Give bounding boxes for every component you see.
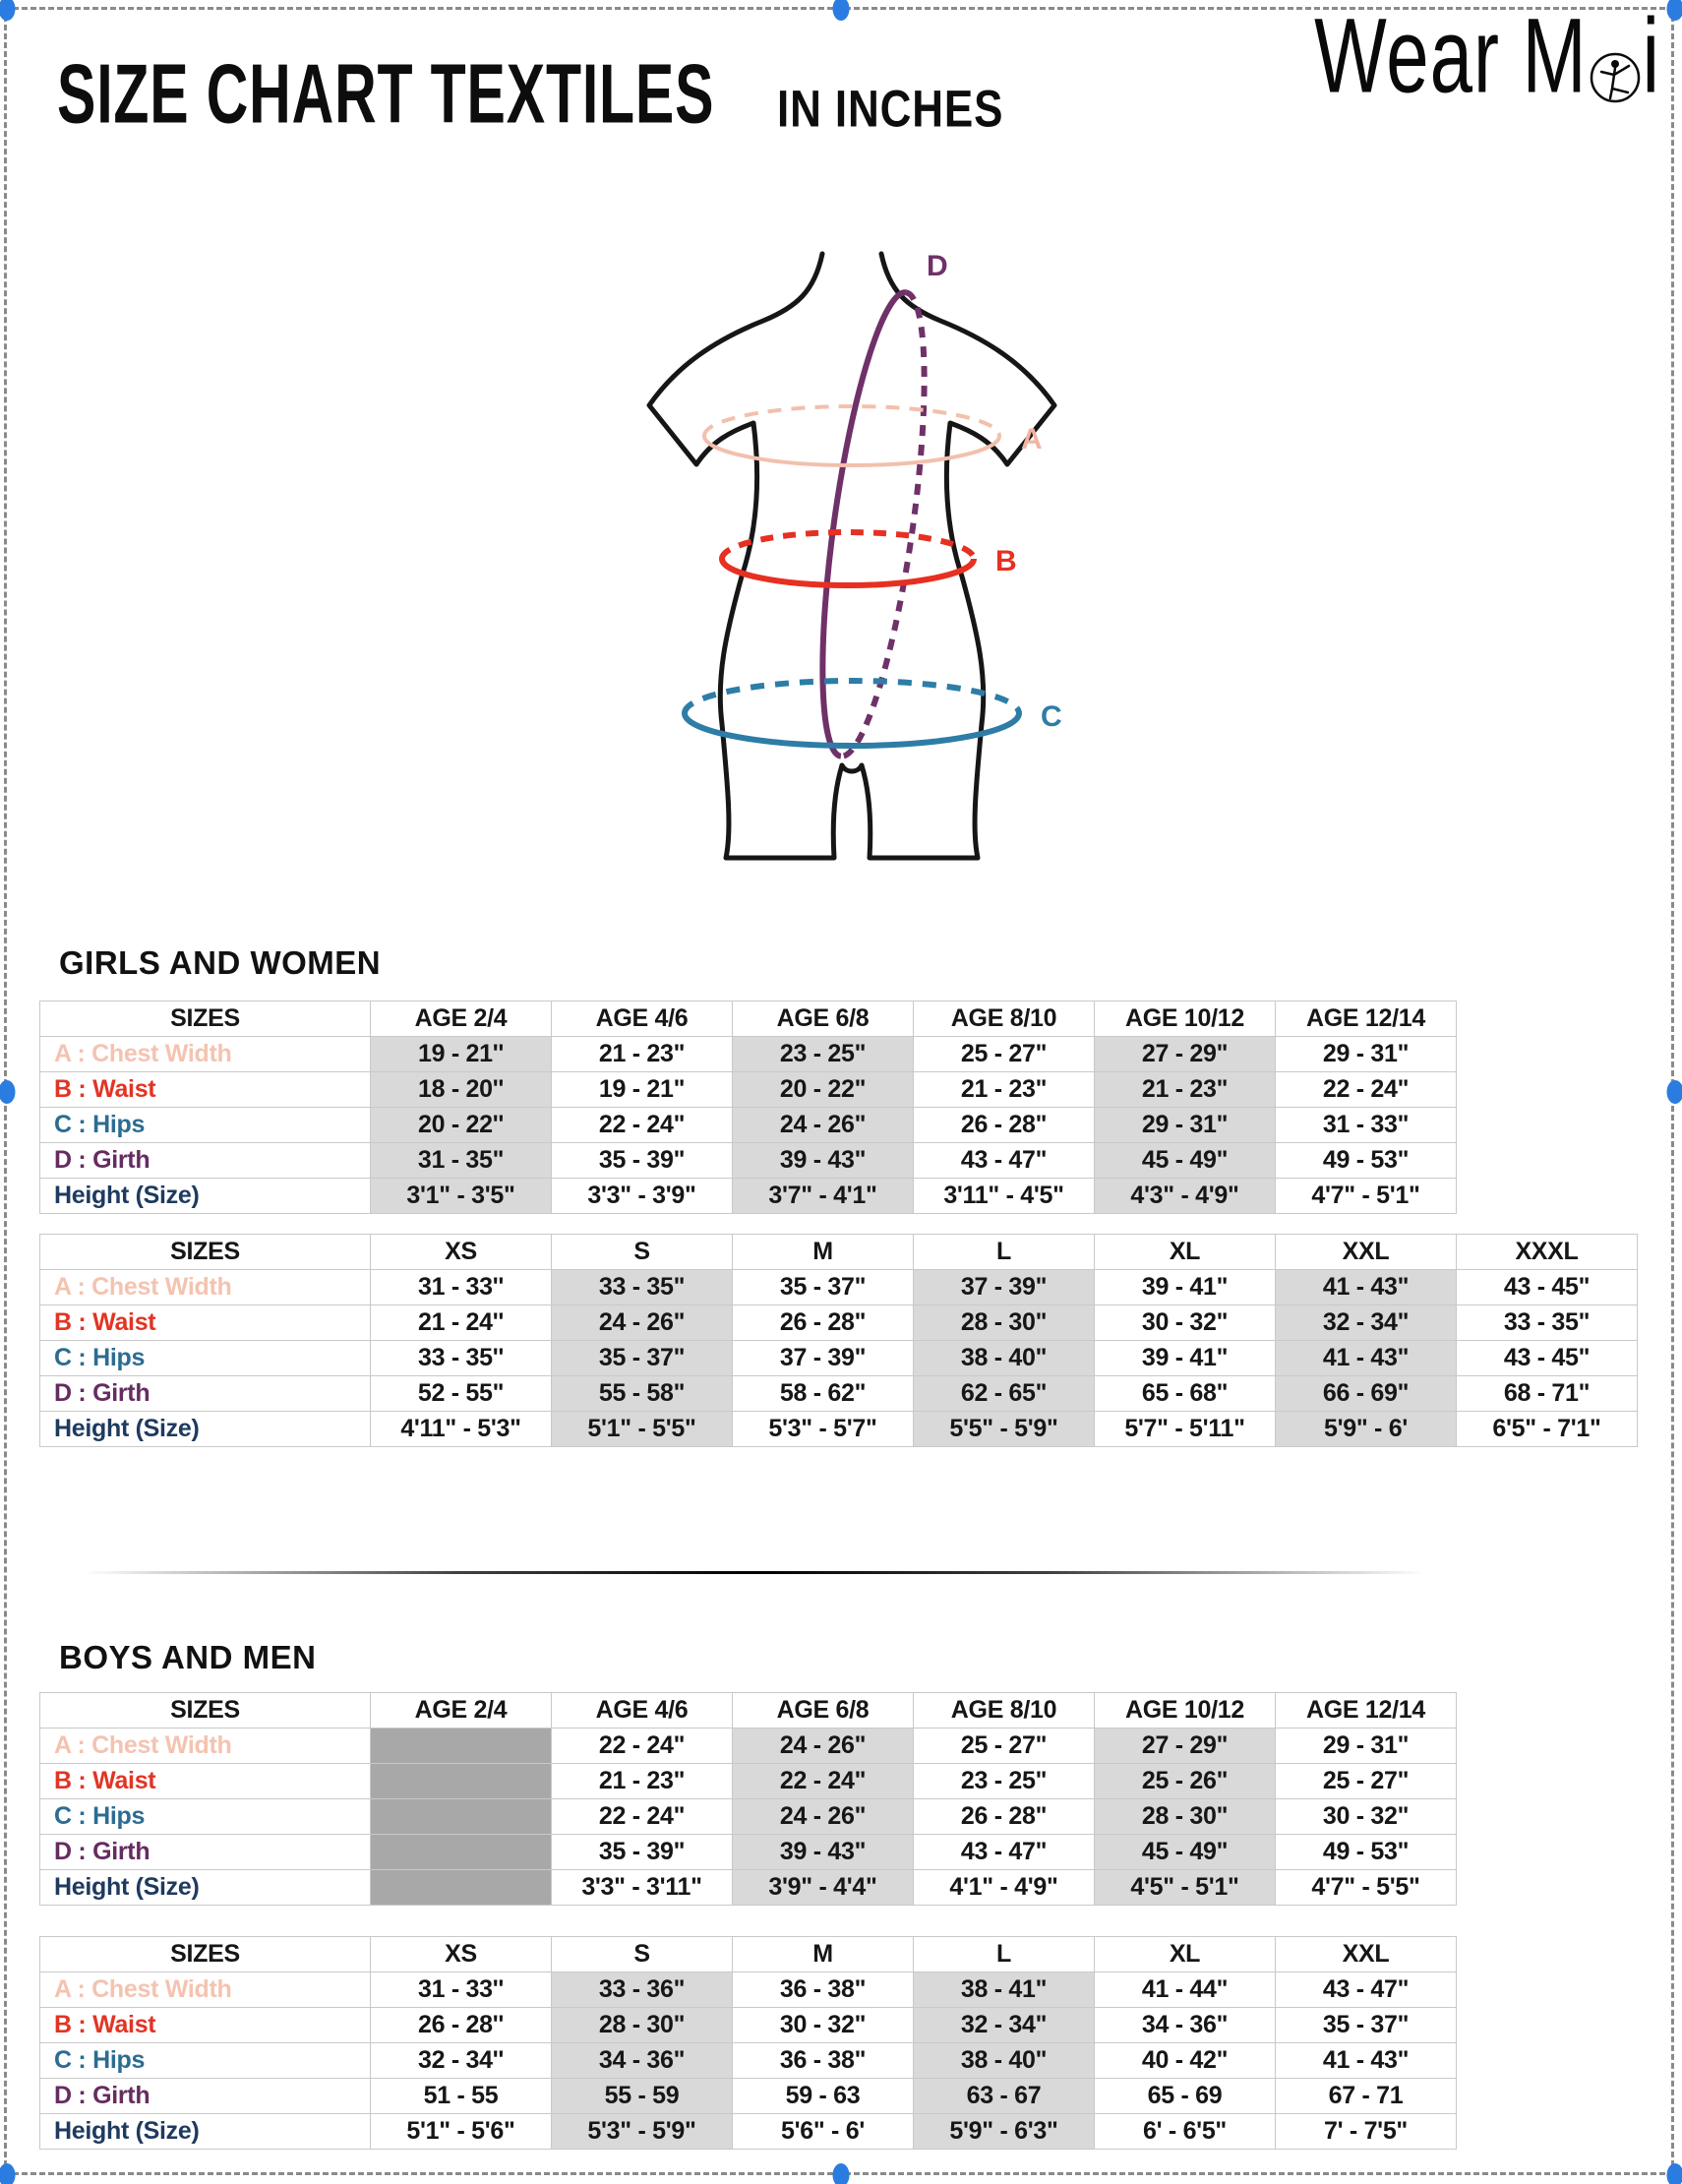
size-cell: 22 - 24" [552, 1729, 733, 1764]
table-row [40, 1972, 1457, 2008]
size-cell: 36 - 38" [733, 1972, 914, 2008]
row-label: C : Hips [40, 1799, 371, 1835]
row-label: D : Girth [40, 1835, 371, 1870]
column-header: M [733, 1937, 914, 1972]
column-header: XS [371, 1937, 552, 1972]
size-cell: 5'6" - 6' [733, 2114, 914, 2150]
size-cell: 4'7" - 5'1" [1276, 1179, 1457, 1214]
size-cell: 31 - 33'' [371, 1270, 552, 1305]
column-header: AGE 6/8 [733, 1693, 914, 1729]
size-cell: 5'3" - 5'9" [552, 2114, 733, 2150]
table-row [40, 1108, 1457, 1143]
size-cell: 35 - 37" [1276, 2008, 1457, 2043]
label-d: D [927, 250, 948, 282]
size-cell: 4'7" - 5'5" [1276, 1870, 1457, 1906]
size-cell: 36 - 38" [733, 2043, 914, 2079]
size-cell: 3'11" - 4'5" [914, 1179, 1095, 1214]
size-cell: 29 - 31" [1276, 1037, 1457, 1072]
size-cell: 39 - 41" [1095, 1341, 1276, 1376]
column-header: S [552, 1235, 733, 1270]
size-cell: 52 - 55" [371, 1376, 552, 1412]
size-cell: 43 - 47" [914, 1143, 1095, 1179]
size-cell: 26 - 28'' [371, 2008, 552, 2043]
size-cell: 35 - 39" [552, 1143, 733, 1179]
size-cell: 37 - 39" [733, 1341, 914, 1376]
body-measurement-diagram [590, 234, 1082, 883]
size-cell: 28 - 30" [1095, 1799, 1276, 1835]
size-cell: 55 - 58" [552, 1376, 733, 1412]
dancer-icon [1589, 28, 1642, 104]
logo-text-post: i [1642, 0, 1660, 115]
size-table [39, 1692, 1457, 1906]
selection-handle-bottom-left[interactable] [0, 2163, 16, 2184]
size-cell: 30 - 32" [1276, 1799, 1457, 1835]
selection-handle-mid-left[interactable] [0, 1080, 16, 1104]
size-cell: 30 - 32" [733, 2008, 914, 2043]
size-cell: 43 - 45" [1457, 1341, 1638, 1376]
column-header: AGE 12/14 [1276, 1001, 1457, 1037]
size-cell [371, 1764, 552, 1799]
size-cell: 45 - 49" [1095, 1143, 1276, 1179]
size-cell: 22 - 24" [1276, 1072, 1457, 1108]
column-header: XXL [1276, 1235, 1457, 1270]
brand-logo [1314, 0, 1660, 115]
size-cell: 4'5" - 5'1" [1095, 1870, 1276, 1906]
row-label: B : Waist [40, 1764, 371, 1799]
size-cell: 24 - 26" [733, 1799, 914, 1835]
selection-handle-top-right[interactable] [1667, 0, 1682, 21]
selection-handle-top-center[interactable] [833, 0, 850, 21]
waist-measure-line [722, 532, 974, 585]
size-cell: 33 - 35" [1457, 1305, 1638, 1341]
size-cell: 55 - 59 [552, 2079, 733, 2114]
table-row [40, 1037, 1457, 1072]
size-cell: 3'3" - 3'11" [552, 1870, 733, 1906]
size-cell: 30 - 32" [1095, 1305, 1276, 1341]
column-header: AGE 8/10 [914, 1001, 1095, 1037]
row-label: Height (Size) [40, 1870, 371, 1906]
column-header: XXXL [1457, 1235, 1638, 1270]
size-cell: 24 - 26" [733, 1108, 914, 1143]
size-cell: 40 - 42" [1095, 2043, 1276, 2079]
size-cell: 3'1" - 3'5" [371, 1179, 552, 1214]
column-header: AGE 2/4 [371, 1001, 552, 1037]
torso-outline [649, 254, 1054, 858]
size-cell: 25 - 27" [914, 1037, 1095, 1072]
column-header: SIZES [40, 1001, 371, 1037]
header-row [40, 1693, 1457, 1729]
table-row [40, 2008, 1457, 2043]
column-header: AGE 8/10 [914, 1693, 1095, 1729]
size-cell: 65 - 68" [1095, 1376, 1276, 1412]
size-cell: 7' - 7'5" [1276, 2114, 1457, 2150]
size-cell: 32 - 34" [1276, 1305, 1457, 1341]
header-row [40, 1937, 1457, 1972]
size-cell: 35 - 37" [733, 1270, 914, 1305]
table-row [40, 1764, 1457, 1799]
size-cell: 59 - 63 [733, 2079, 914, 2114]
size-table [39, 1234, 1638, 1447]
table-girls-ages [39, 1001, 1457, 1214]
size-cell: 22 - 24" [733, 1764, 914, 1799]
size-cell: 27 - 29" [1095, 1037, 1276, 1072]
row-label: C : Hips [40, 1341, 371, 1376]
size-cell: 43 - 47" [914, 1835, 1095, 1870]
selection-handle-bottom-right[interactable] [1667, 2163, 1682, 2184]
column-header: SIZES [40, 1937, 371, 1972]
label-b: B [995, 545, 1017, 577]
row-label: B : Waist [40, 1072, 371, 1108]
size-cell: 4'3" - 4'9" [1095, 1179, 1276, 1214]
girth-measure-line [802, 287, 944, 762]
table-row [40, 1179, 1457, 1214]
table-boys-ages [39, 1692, 1457, 1906]
column-header: AGE 2/4 [371, 1693, 552, 1729]
row-label: Height (Size) [40, 2114, 371, 2150]
row-label: C : Hips [40, 1108, 371, 1143]
row-label: C : Hips [40, 2043, 371, 2079]
size-cell: 43 - 45" [1457, 1270, 1638, 1305]
table-row [40, 1412, 1638, 1447]
size-cell: 41 - 43" [1276, 1341, 1457, 1376]
size-cell: 51 - 55 [371, 2079, 552, 2114]
row-label: B : Waist [40, 1305, 371, 1341]
size-cell [371, 1870, 552, 1906]
size-cell: 49 - 53" [1276, 1835, 1457, 1870]
size-cell: 5'1" - 5'6" [371, 2114, 552, 2150]
size-cell: 21 - 24'' [371, 1305, 552, 1341]
row-label: A : Chest Width [40, 1972, 371, 2008]
size-cell: 5'9" - 6'3" [914, 2114, 1095, 2150]
table-row [40, 1870, 1457, 1906]
size-cell: 20 - 22'' [371, 1108, 552, 1143]
size-cell: 21 - 23" [1095, 1072, 1276, 1108]
column-header: XL [1095, 1937, 1276, 1972]
column-header: L [914, 1235, 1095, 1270]
selection-handle-mid-right[interactable] [1667, 1080, 1682, 1104]
size-cell: 26 - 28" [914, 1108, 1095, 1143]
table-row [40, 1341, 1638, 1376]
size-cell: 25 - 26" [1095, 1764, 1276, 1799]
table-row [40, 2043, 1457, 2079]
size-cell: 37 - 39" [914, 1270, 1095, 1305]
column-header: XS [371, 1235, 552, 1270]
column-header: AGE 6/8 [733, 1001, 914, 1037]
row-label: A : Chest Width [40, 1037, 371, 1072]
size-cell: 45 - 49" [1095, 1835, 1276, 1870]
column-header: AGE 4/6 [552, 1001, 733, 1037]
size-table [39, 1001, 1457, 1214]
size-cell: 3'3" - 3'9" [552, 1179, 733, 1214]
size-cell: 4'1" - 4'9" [914, 1870, 1095, 1906]
size-cell: 38 - 40" [914, 1341, 1095, 1376]
size-cell: 20 - 22" [733, 1072, 914, 1108]
table-row [40, 1729, 1457, 1764]
size-cell: 58 - 62" [733, 1376, 914, 1412]
section-divider [84, 1571, 1426, 1574]
size-cell [371, 1835, 552, 1870]
size-cell: 35 - 37" [552, 1341, 733, 1376]
selection-handle-bottom-center[interactable] [833, 2163, 850, 2184]
size-cell: 34 - 36" [1095, 2008, 1276, 2043]
size-cell: 31 - 33'' [371, 1972, 552, 2008]
size-cell: 38 - 41" [914, 1972, 1095, 2008]
size-cell: 19 - 21'' [371, 1037, 552, 1072]
size-cell: 21 - 23" [552, 1037, 733, 1072]
size-cell: 5'1" - 5'5" [552, 1412, 733, 1447]
size-cell: 19 - 21" [552, 1072, 733, 1108]
size-cell: 39 - 41" [1095, 1270, 1276, 1305]
size-cell: 39 - 43" [733, 1835, 914, 1870]
size-cell: 21 - 23" [914, 1072, 1095, 1108]
size-cell: 25 - 27" [914, 1729, 1095, 1764]
page-title-units: IN INCHES [777, 80, 1004, 138]
size-cell: 5'9" - 6' [1276, 1412, 1457, 1447]
size-cell: 29 - 31" [1095, 1108, 1276, 1143]
size-cell: 29 - 31" [1276, 1729, 1457, 1764]
size-cell: 3'9" - 4'4" [733, 1870, 914, 1906]
table-row [40, 1072, 1457, 1108]
size-cell: 23 - 25" [914, 1764, 1095, 1799]
column-header: M [733, 1235, 914, 1270]
table-row [40, 1305, 1638, 1341]
size-cell: 35 - 39" [552, 1835, 733, 1870]
size-cell: 31 - 33" [1276, 1108, 1457, 1143]
section-title-boys-men: BOYS AND MEN [59, 1639, 317, 1675]
size-cell: 31 - 35" [371, 1143, 552, 1179]
size-cell: 5'7" - 5'11" [1095, 1412, 1276, 1447]
size-cell: 65 - 69 [1095, 2079, 1276, 2114]
size-cell: 18 - 20'' [371, 1072, 552, 1108]
label-c: C [1041, 700, 1062, 733]
logo-text-pre: Wear M [1314, 0, 1588, 115]
size-cell: 21 - 23" [552, 1764, 733, 1799]
row-label: Height (Size) [40, 1179, 371, 1214]
table-row [40, 1143, 1457, 1179]
column-header: SIZES [40, 1693, 371, 1729]
column-header: XXL [1276, 1937, 1457, 1972]
row-label: A : Chest Width [40, 1729, 371, 1764]
size-cell: 66 - 69" [1276, 1376, 1457, 1412]
table-row [40, 1835, 1457, 1870]
column-header: SIZES [40, 1235, 371, 1270]
size-cell: 32 - 34" [914, 2008, 1095, 2043]
section-title-girls-women: GIRLS AND WOMEN [59, 944, 382, 981]
size-cell: 6' - 6'5" [1095, 2114, 1276, 2150]
column-header: L [914, 1937, 1095, 1972]
column-header: S [552, 1937, 733, 1972]
size-cell: 63 - 67 [914, 2079, 1095, 2114]
table-row [40, 1799, 1457, 1835]
column-header: AGE 12/14 [1276, 1693, 1457, 1729]
table-boys-letter-sizes [39, 1936, 1457, 2150]
column-header: AGE 10/12 [1095, 1001, 1276, 1037]
selection-handle-top-left[interactable] [0, 0, 16, 21]
size-cell: 5'5" - 5'9" [914, 1412, 1095, 1447]
row-label: D : Girth [40, 1143, 371, 1179]
size-cell: 22 - 24" [552, 1108, 733, 1143]
size-cell [371, 1799, 552, 1835]
table-girls-letter-sizes [39, 1234, 1638, 1447]
size-cell: 34 - 36" [552, 2043, 733, 2079]
row-label: D : Girth [40, 2079, 371, 2114]
table-row [40, 1376, 1638, 1412]
size-cell: 28 - 30" [914, 1305, 1095, 1341]
size-table [39, 1936, 1457, 2150]
column-header: XL [1095, 1235, 1276, 1270]
size-cell: 49 - 53" [1276, 1143, 1457, 1179]
size-cell: 26 - 28" [733, 1305, 914, 1341]
size-cell: 33 - 35" [552, 1270, 733, 1305]
size-cell: 24 - 26" [552, 1305, 733, 1341]
size-cell: 6'5" - 7'1" [1457, 1412, 1638, 1447]
size-cell: 41 - 44" [1095, 1972, 1276, 2008]
row-label: D : Girth [40, 1376, 371, 1412]
size-cell: 41 - 43" [1276, 1270, 1457, 1305]
size-cell: 32 - 34'' [371, 2043, 552, 2079]
size-cell: 24 - 26" [733, 1729, 914, 1764]
size-cell: 4'11" - 5'3" [371, 1412, 552, 1447]
size-cell: 3'7" - 4'1" [733, 1179, 914, 1214]
row-label: B : Waist [40, 2008, 371, 2043]
table-row [40, 1270, 1638, 1305]
size-cell: 67 - 71 [1276, 2079, 1457, 2114]
size-cell: 43 - 47" [1276, 1972, 1457, 2008]
table-row [40, 2079, 1457, 2114]
size-cell: 39 - 43" [733, 1143, 914, 1179]
page-title: SIZE CHART TEXTILES [57, 48, 715, 142]
row-label: A : Chest Width [40, 1270, 371, 1305]
size-cell: 68 - 71" [1457, 1376, 1638, 1412]
size-cell: 28 - 30" [552, 2008, 733, 2043]
size-cell: 62 - 65" [914, 1376, 1095, 1412]
header-row [40, 1235, 1638, 1270]
column-header: AGE 4/6 [552, 1693, 733, 1729]
size-cell: 5'3" - 5'7" [733, 1412, 914, 1447]
size-cell: 22 - 24" [552, 1799, 733, 1835]
hips-measure-line [685, 681, 1019, 746]
size-cell: 33 - 36" [552, 1972, 733, 2008]
size-cell [371, 1729, 552, 1764]
size-cell: 41 - 43" [1276, 2043, 1457, 2079]
size-cell: 33 - 35'' [371, 1341, 552, 1376]
table-row [40, 2114, 1457, 2150]
size-cell: 23 - 25" [733, 1037, 914, 1072]
size-cell: 27 - 29" [1095, 1729, 1276, 1764]
size-cell: 38 - 40" [914, 2043, 1095, 2079]
label-a: A [1021, 423, 1043, 455]
size-cell: 25 - 27" [1276, 1764, 1457, 1799]
size-cell: 26 - 28" [914, 1799, 1095, 1835]
row-label: Height (Size) [40, 1412, 371, 1447]
column-header: AGE 10/12 [1095, 1693, 1276, 1729]
header-row [40, 1001, 1457, 1037]
